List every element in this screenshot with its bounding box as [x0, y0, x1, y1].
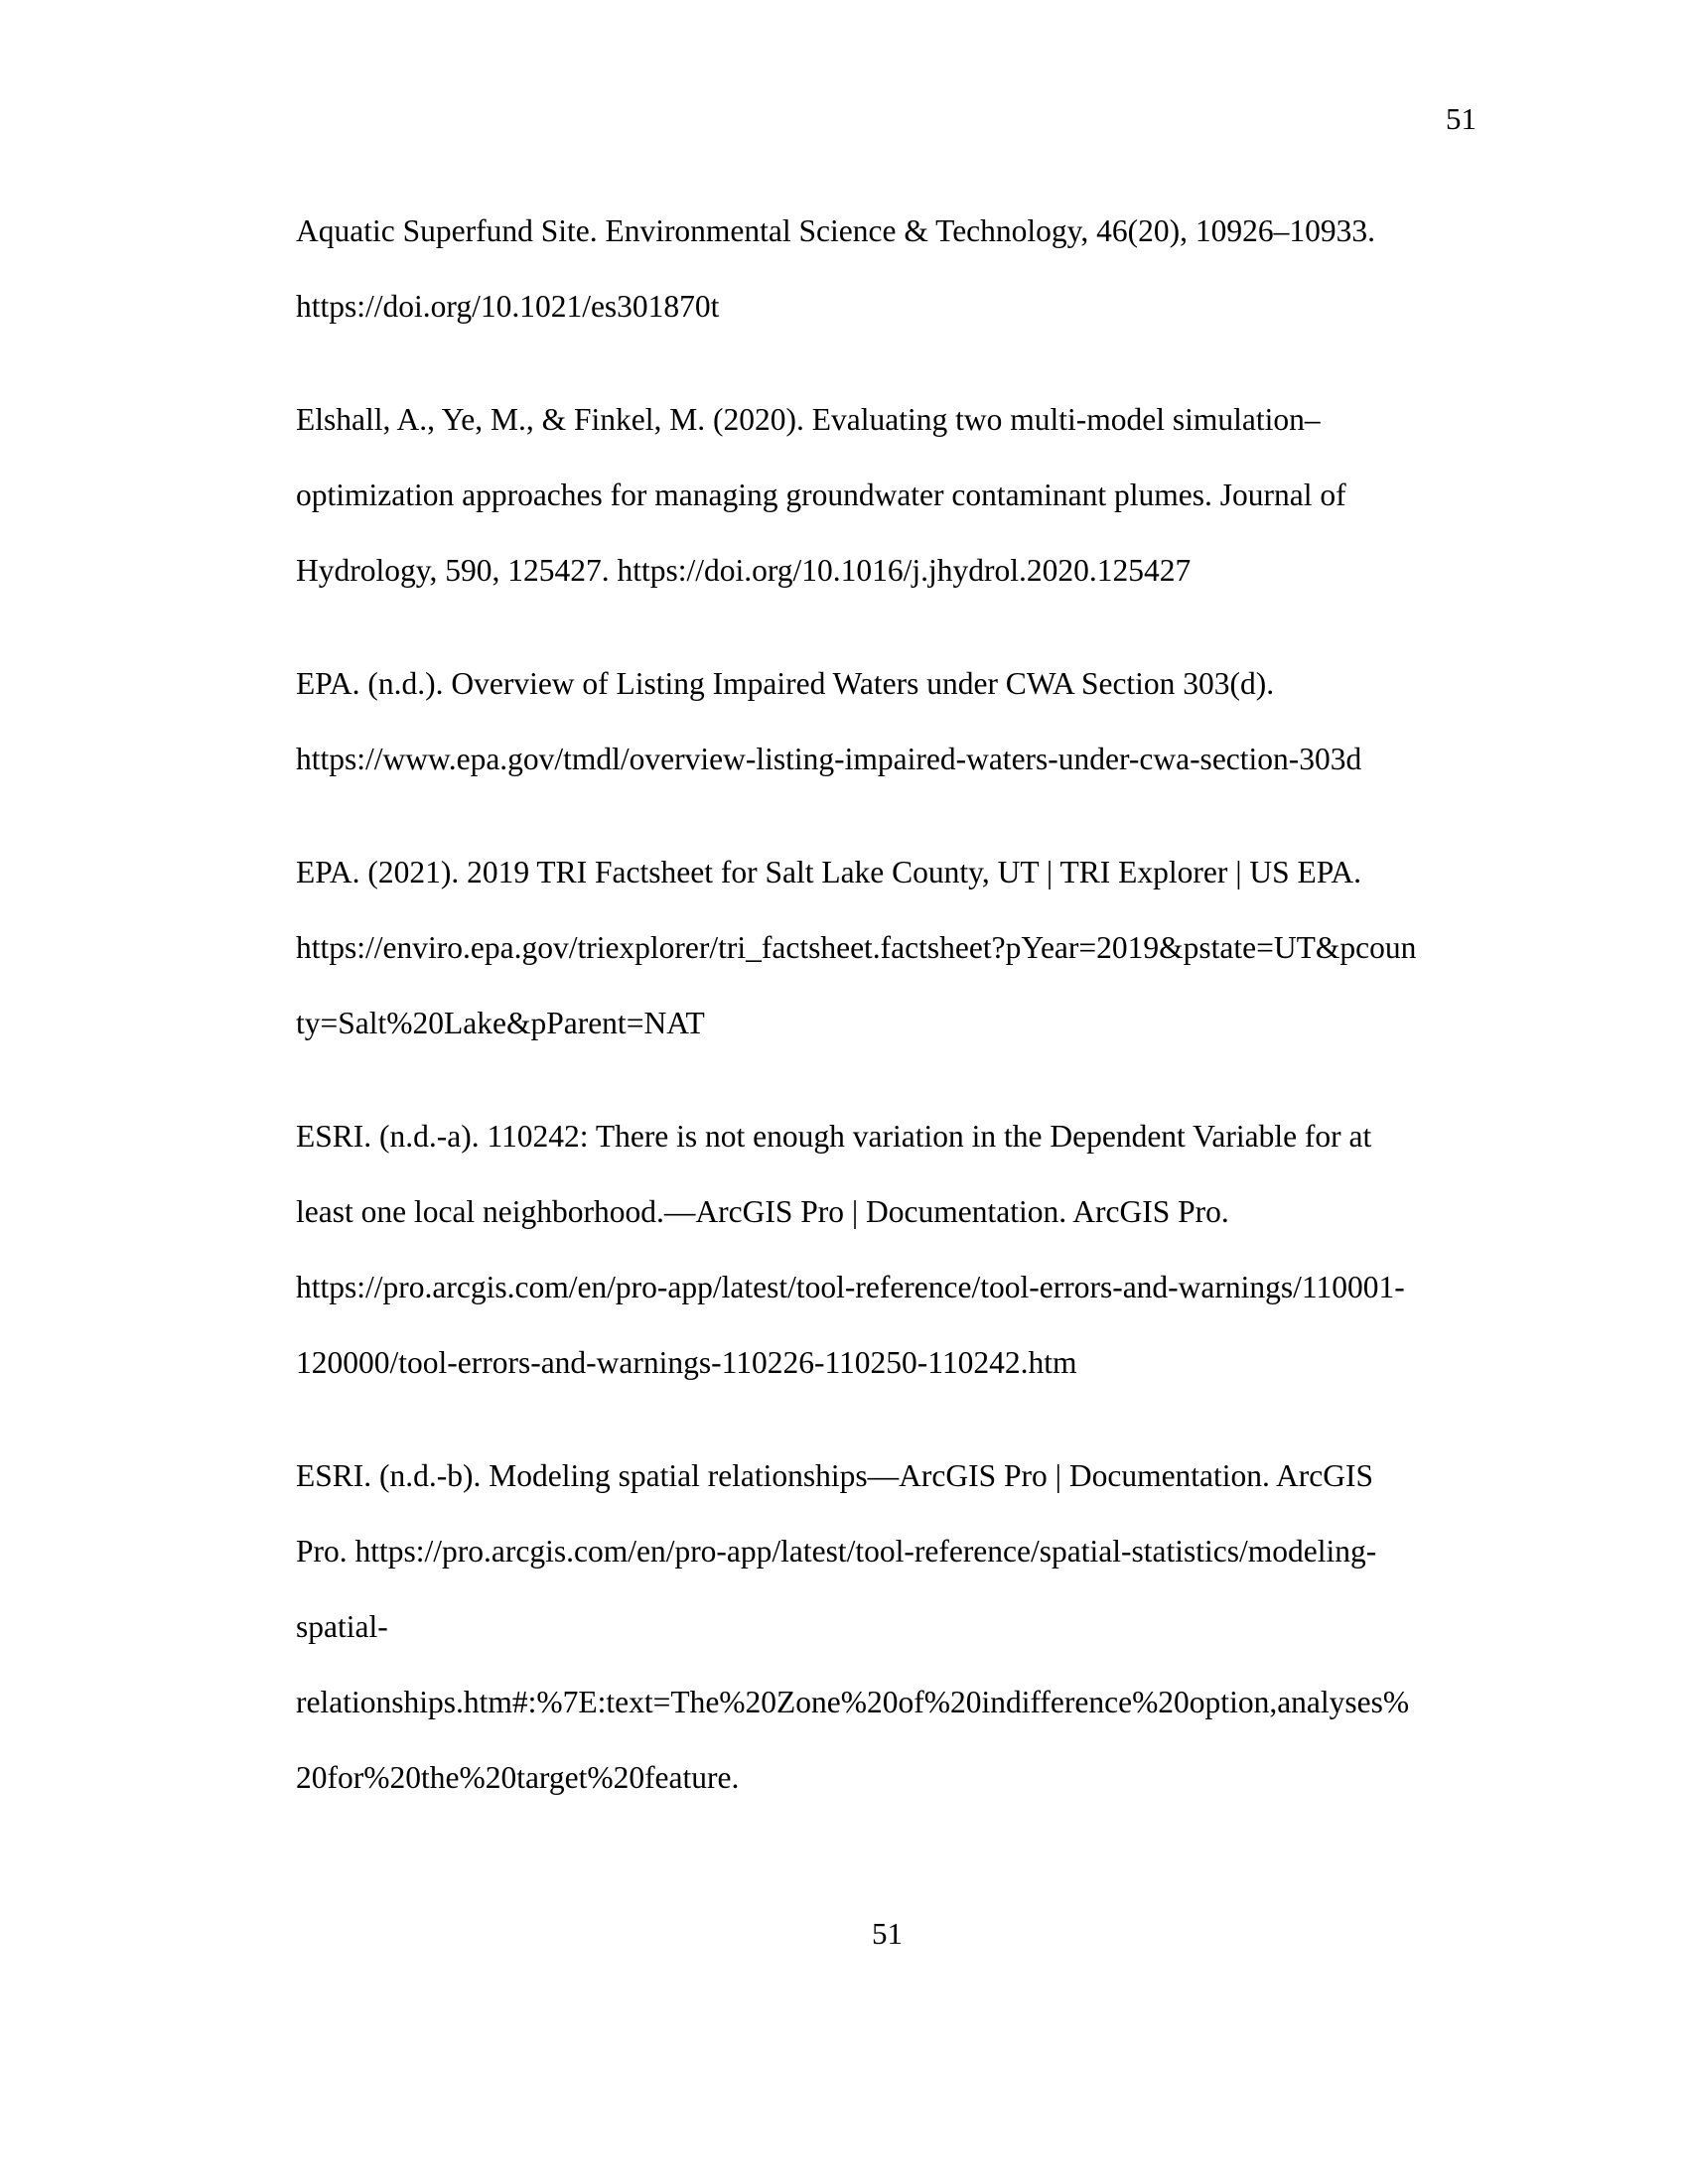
reference-link[interactable]: 120000/tool-errors-and-warnings-110226-110250-110242.htm [296, 1345, 1077, 1380]
reference-link[interactable]: https://www.epa.gov/tmdl/overview-listing-impaired-waters-under-cwa-section-303d [296, 742, 1362, 776]
reference-entry [296, 835, 1487, 1061]
reference-line: EPA. (2021). 2019 TRI Factsheet for Salt Lake County, UT | TRI Explorer | US EPA. [296, 855, 1362, 889]
page-number-top: 51 [1446, 101, 1477, 136]
reference-entry [296, 1438, 1487, 1816]
reference-line: optimization approaches for managing groundwater contaminant plumes. Journal of [296, 478, 1346, 512]
reference-link[interactable]: https://pro.arcgis.com/en/pro-app/latest/tool-reference/tool-errors-and-warnings/110001- [296, 1270, 1405, 1304]
reference-entry [296, 646, 1487, 797]
reference-line: Aquatic Superfund Site. Environmental Science & Technology, 46(20), 10926–10933. [296, 213, 1375, 248]
reference-entry [296, 194, 1487, 344]
reference-entry [296, 1099, 1487, 1401]
reference-line: least one local neighborhood.—ArcGIS Pro | Documentation. ArcGIS Pro. [296, 1194, 1229, 1229]
reference-line: ESRI. (n.d.-b). Modeling spatial relationships—ArcGIS Pro | Documentation. ArcGIS [296, 1458, 1374, 1493]
reference-list [296, 194, 1487, 1853]
reference-link[interactable]: https://doi.org/10.1021/es301870t [296, 289, 720, 324]
reference-link[interactable]: Pro. https://pro.arcgis.com/en/pro-app/latest/tool-reference/spatial-statistics/modeling- [296, 1534, 1377, 1569]
page-number-bottom: 51 [872, 1916, 903, 1951]
reference-line: Hydrology, 590, 125427. https://doi.org/10.1016/j.jhydrol.2020.125427 [296, 553, 1192, 588]
reference-link[interactable]: https://enviro.epa.gov/triexplorer/tri_factsheet.factsheet?pYear=2019&pstate=UT&pcoun [296, 930, 1417, 965]
reference-line: ESRI. (n.d.-a). 110242: There is not enough variation in the Dependent Variable for at [296, 1119, 1372, 1154]
reference-line: EPA. (n.d.). Overview of Listing Impaired Waters under CWA Section 303(d). [296, 666, 1275, 701]
reference-link[interactable]: relationships.htm#:%7E:text=The%20Zone%20of%20indifference%20option,analyses% [296, 1685, 1410, 1719]
reference-link[interactable]: 20for%20the%20target%20feature. [296, 1760, 740, 1795]
reference-link[interactable]: spatial- [296, 1609, 388, 1644]
reference-line: Elshall, A., Ye, M., & Finkel, M. (2020). Evaluating two multi-model simulation– [296, 402, 1321, 437]
reference-entry [296, 382, 1487, 609]
reference-link[interactable]: ty=Salt%20Lake&pParent=NAT [296, 1006, 705, 1040]
